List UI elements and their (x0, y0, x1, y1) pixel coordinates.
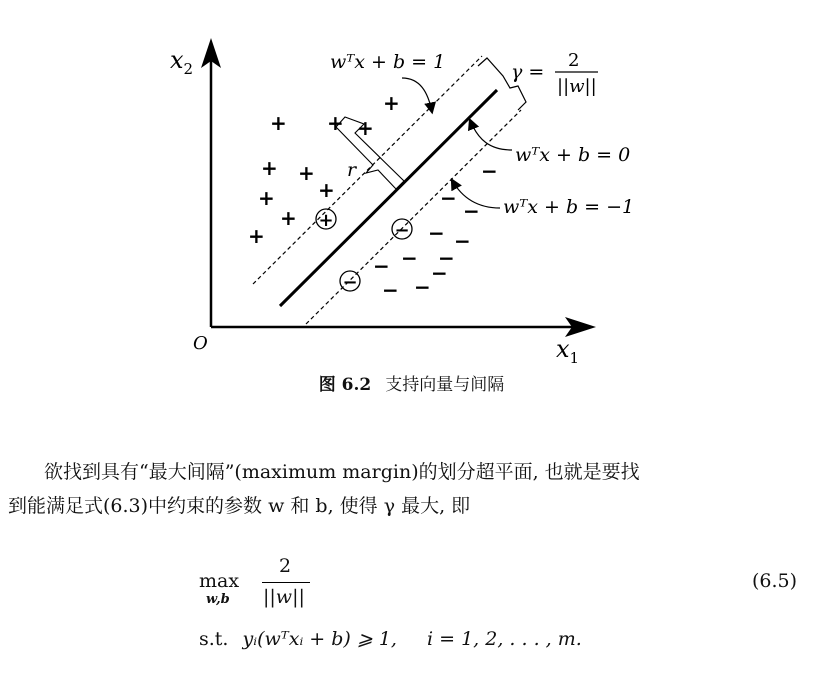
paragraph-line-1: 欲找到具有“最大间隔”(maximum margin)的划分超平面, 也就是要找 (44, 461, 640, 483)
y-axis-label: $x_2$ (170, 46, 194, 78)
negative-sample: − (401, 246, 418, 270)
positive-sample: + (258, 186, 275, 210)
origin-label: O (193, 333, 208, 354)
negative-sample: − (438, 246, 455, 270)
max-subscript: w,b (206, 592, 230, 607)
x-axis-label: $x_1$ (556, 335, 580, 365)
constraint-range: i = 1, 2, . . . , m. (427, 628, 582, 650)
negative-sample: − (481, 159, 498, 183)
positive-sample: + (248, 224, 265, 248)
x-axis-subscript: 1 (569, 349, 580, 365)
positive-sample: + (318, 178, 335, 202)
support-vector-positive (316, 209, 336, 231)
support-vector-minus-mark: − (342, 272, 358, 293)
top-line-equation: wᵀx + b = 1 (330, 51, 446, 73)
constraint-expression: yᵢ(wᵀxᵢ + b) ⩾ 1, (242, 628, 397, 650)
negative-sample: − (382, 278, 399, 302)
negative-sample: − (431, 261, 448, 285)
negative-sample: − (428, 221, 445, 245)
bottom-line-equation: wᵀx + b = −1 (503, 196, 635, 218)
max-operator: max (199, 570, 240, 592)
positive-sample: + (383, 91, 400, 115)
negative-sample: − (373, 254, 390, 278)
paragraph-line-2: 到能满足式(6.3)中约束的参数 w 和 b, 使得 γ 最大, 即 (8, 495, 471, 517)
positive-sample: + (327, 111, 344, 135)
negative-sample: − (414, 275, 431, 299)
gamma-denominator: ||w|| (557, 76, 597, 97)
negative-sample: − (463, 199, 480, 223)
mid-line-equation: wᵀx + b = 0 (515, 144, 631, 166)
equation-max (199, 570, 239, 592)
figure-caption-text: 支持向量与间隔 (385, 375, 505, 395)
negative-sample: − (440, 186, 457, 210)
positive-sample: + (357, 116, 374, 140)
equation-number: (6.5) (752, 570, 798, 592)
top-line-pointer (402, 78, 432, 112)
positive-sample: + (280, 206, 297, 230)
positive-sample: + (261, 156, 278, 180)
support-vector-minus-mark: − (394, 220, 410, 241)
constraint-line (199, 628, 582, 650)
subject-to-label: s.t. (199, 628, 229, 650)
objective-denominator: ||w|| (263, 586, 305, 608)
body-paragraph (8, 455, 808, 523)
negative-sample: − (454, 229, 471, 253)
positive-sample: + (298, 161, 315, 185)
figure-number: 图 6.2 (318, 375, 372, 395)
support-vector-negative (392, 219, 412, 241)
positive-sample: + (270, 111, 287, 135)
gamma-label: γ = (511, 61, 545, 83)
y-axis-subscript: 2 (183, 60, 194, 78)
figure-caption (0, 370, 823, 395)
objective-numerator: 2 (279, 555, 292, 577)
gamma-numerator: 2 (568, 50, 580, 71)
support-vector-plus-mark: + (318, 210, 334, 231)
support-vector-negative (340, 271, 360, 293)
objective-fraction-bar (262, 582, 310, 583)
r-label: r (347, 159, 357, 181)
